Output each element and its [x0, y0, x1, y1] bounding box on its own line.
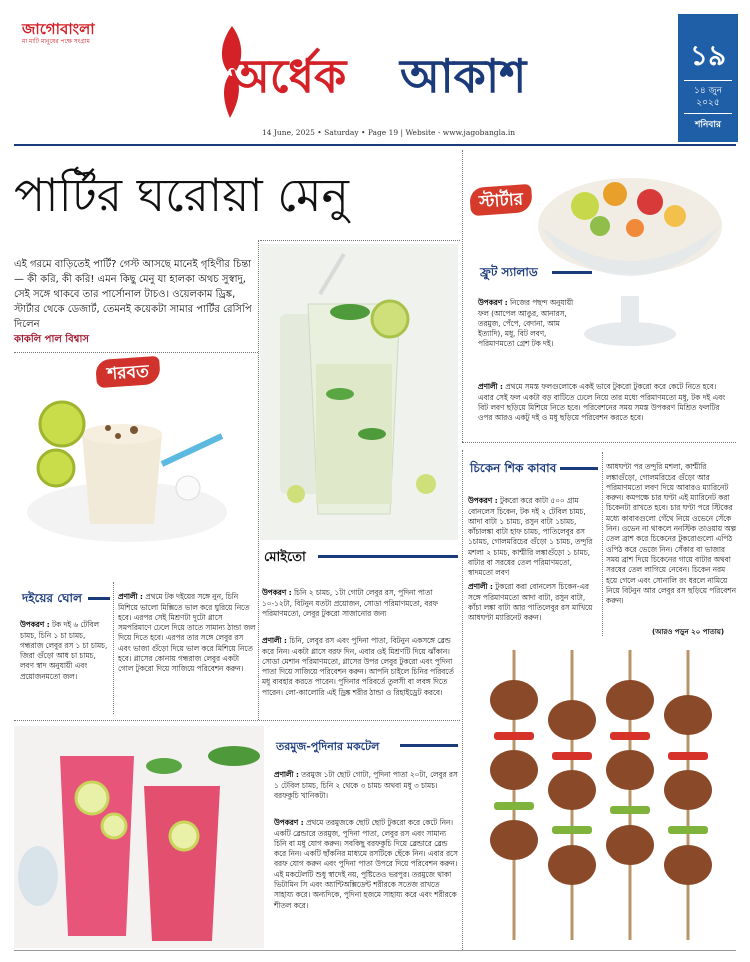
doi-ghol-method: প্রণালী : প্রথমে টক দইয়ের সঙ্গে নুন, চিনি মিশিয়ে ভালো মিক্সিতে ভাল করে ঘুরিয়ে নিতে হবে। এরপর সেই মিশ্রণটা দুটো গ্লাসে সমপরিমাণে ঢেলে দিয়ে তাতে সামান্য ঠান্ডা জল দিয়ে দিতে হবে। এরপর তার সঙ্গে লেবুর রস এবং ভাজা গুঁড়ো দিয়ে ভাল করে মিশিয়ে নিতে হবে। গ্লাসের কোনায় গন্ধরাজ লেবুর একটা গোল টুকরো দিয়ে সাজিয়ে পরিবেশন করুন।	[118, 592, 256, 674]
title-underline	[400, 744, 458, 747]
doi-ghol-photo	[22, 394, 232, 544]
chicken-kabab-photo	[472, 640, 736, 946]
author-name: কাকলি পাল বিশ্বাস	[14, 334, 89, 345]
bottom-rule	[14, 950, 736, 951]
mojito-method: প্রণালী : চিনি, লেবুর রস এবং পুদিনা পাতা, বিটনুন একসঙ্গে ব্লেন্ড করে নিন। একটা গ্লাসে বরফ দিন, এবার ওই মিশ্রণটি দিয়ে ঝাঁকান। সোডা মেশান পরিমাণমতো, গ্লাসের উপর লেবুর টুকরো এবং পুদিনা পাতা দিয়ে সাজিয়ে পরিবেশন করুন। আপনি চাইলে চিনির পরিবর্তে মধু ব্যবহার করতে পারেন। পুদিনার পরিবর্তে তুলসী বা লবঙ্গ দিতে পারেন। লো-ক্যালোরি এই ড্রিঙ্ক শরীর ঠান্ডা ও রিহাইড্রেট করবে।	[262, 636, 454, 697]
day-bn: শনিবার	[695, 120, 721, 130]
watermelon-ingredients-long: উপকরণ : প্রথমে তরমুজকে ছোট ছোট টুকরো করে কেটে নিন। একটি ব্লেন্ডারে তরমুজ, পুদিনা পাতা, লেবুর রস এবং সামান্য চিনি বা মধু যোগ করুন। সবকিছু বরফকুচি দিয়ে ব্লেন্ডারে ব্লেন্ড করে নিন। একটি ছাঁকনির মাধ্যমে রসটিকে ছেঁকে নিন। এবার রসে বরফ যোগ করুন এবং পুদিনা পাতা উপরে দিয়ে পরিবেশন করুন। এই মকটেলটি শুধু স্বাদেই নয়, পুষ্টিতেও ভরপুর। তরমুজে থাকা ভিটামিন সি এবং অ্যান্টিঅক্সিডেন্ট শরীরকে সতেজ রাখতে সাহায্য করে। অন্যদিকে, পুদিনা হজমে সাহায্য করে এবং শরীরকে শীতল করে।	[274, 818, 458, 910]
continued-note: (আরও পড়ুন ২০ পাতায়)	[652, 628, 725, 636]
watermelon-mocktail-photo	[14, 726, 264, 948]
doi-ghol-ingredients: উপকরণ : টক দই ৬ টেবিল চামচ, চিনি ১ চা চামচ, গন্ধরাজ লেবুর রস ১ চা চামচ, জিরা গুঁড়ো আধ চা চামচ, লবণ স্বাদ অনুযায়ী এবং প্রয়োজনমতো জল।	[20, 620, 108, 681]
fruit-salad-method: প্রণালী : প্রথমে সমস্ত ফলগুলোকে একই ভাবে টুকরো টুকরো করে কেটে নিতে হবে। এবার সেই ফল একটা বড় বাটিতে ঢেলে নিয়ে তার মধ্যে পরিমাণমতো মধু, টক দই এবং বিট লবণ ছড়িয়ে মিশিয়ে নিতে হবে। পরিবেশনের সময় সমস্ত উপকরণ মিশ্রিত ফলটির ওপর আরও একটু দই ও মধু ছড়িয়ে পরিবেশন করতে হবে।	[478, 382, 726, 423]
mojito-photo	[260, 244, 458, 540]
brand-logo	[22, 20, 132, 54]
title-underline	[88, 597, 110, 600]
page-number: ১৯	[689, 39, 727, 72]
masthead-title	[190, 22, 610, 122]
chicken-method: প্রণালী : টুকরো করা বোনলেস চিকেন-এর সঙ্গে পরিমাণমতো আদা বাটা, রসুন বাটা, কাঁচা লঙ্কা বাটা আর পাতিলেবুর রস মাখিয়ে আধঘণ্টা ম্যারিনেট করুন।	[468, 582, 593, 623]
chicken-title: চিকেন শিক কাবাব	[470, 461, 557, 475]
title-underline	[552, 271, 592, 274]
watermelon-title: তরমুজ-পুদিনার মকটেল	[276, 740, 380, 753]
masthead-divider	[14, 144, 736, 146]
section-badge-starter: স্টার্টার	[469, 184, 533, 216]
watermelon-method-short: প্রণালী : তরমুজ ১টা ছোট গোটা, পুদিনা পাতা ২০টা, লেবুর রস ১ টেবিল চামচ, চিনি ২ থেকে ৩ চামচ অথবা মধু ৩ চামচ। বরফকুচি খানিকটা।	[274, 770, 458, 800]
intro-text: এই গরমে বাড়িতেই পার্টি? গেস্ট আসছে মানেই গৃহিণীর চিন্তা— কী করি, কী করি! এমন কিছু মেনু যা হালকা অথচ সুস্বাদু, সেই সঙ্গে থাকবে তার পার্সোনাল টাচও। ওয়েলকাম ড্রিঙ্ক, স্টার্টার থেকে ডেজার্ট, তেমনই কয়েকটা সামার পার্টির রেসিপি দিলেন কাকলি পাল বিশ্বাস	[14, 259, 252, 345]
title-underline	[318, 555, 458, 558]
chicken-method-cont: আধঘণ্টা পর তন্দুরি মশলা, কাশ্মীরি লঙ্কাগুঁড়ো, গোলমরিচের গুঁড়ো আর পরিমাণমতো লবণ দিয়ে আবারও ম্যারিনেট করুন। কমপক্ষে চার ঘণ্টা এই ম্যারিনেট করা চিকেনটা রাখতে হবে। চার ঘণ্টা পরে স্টিকের মধ্যে কাবাবগুলো গেঁথে নিয়ে ওভেনে সেঁকে নিন। ওভেন না থাকলে ননস্টিক তাওয়ায় অল্প তেল ব্রাশ করে চিকেনের টুকরোগুলো এপিঠ ওপিঠ করে ভেজে নিন। সেঁকার বা ভাজার সময় ব্রাশ দিয়ে চিকেনের গায়ে বাটার অথবা সরষের তেল লাগিয়ে নেবেন। চিকেন নরম হয়ে গেলে এবং সোনালি রং ধরলে নামিয়ে নিয়ে বিটনুন আর লেবুর রস ছড়িয়ে পরিবেশন করুন।	[606, 462, 736, 606]
doi-ghol-title: দইয়ের ঘোল	[22, 591, 82, 605]
divider	[14, 720, 460, 721]
masthead-title-part1: অর্ধেক	[230, 49, 347, 103]
mojito-title: মোইতো	[264, 550, 306, 565]
divider	[258, 240, 259, 720]
headline: পার্টির ঘরোয়া মেনু	[14, 168, 349, 222]
divider	[260, 240, 460, 241]
date-box	[678, 14, 738, 142]
dateline: 14 June, 2025 • Saturday • Page 19 | Website - www.jagobangla.in	[262, 128, 516, 137]
section-badge-sharbat: শরবত	[95, 356, 161, 388]
divider	[113, 582, 114, 714]
divider	[462, 150, 463, 442]
divider	[462, 442, 736, 443]
masthead-title-part2: আকাশ	[400, 49, 527, 103]
chicken-ingredients: উপকরণ : টুকরো করে কাটা ৫০০ গ্রাম বোনলেস চিকেন, টক দই ২ টেবিল চামচ, আদা বাটা ১ চামচ, রসুন বাটা ১চামচ, কাঁচালঙ্কা বাটা হাফ চামচ, পাতিলেবুর রস ১চামচ, গোলমরিচের গুঁড়ো ১ চামচ, তন্দুরি মশলা ২ চামচ, কাশ্মীরি লঙ্কাগুঁড়ো ১ চামচ, বাটার বা সরষের তেল পরিমাণমতো, স্বাদমতো লবণ	[468, 496, 593, 578]
date-bn: ১৪ জুন ২০২৫	[694, 86, 722, 108]
brand-tagline: মা মাটি মানুষের পক্ষে সংগ্রাম	[22, 38, 90, 45]
title-underline	[560, 467, 598, 470]
mojito-ingredients: উপকরণ : চিনি ২ চামচ, ১টা গোটা লেবুর রস, পুদিনা পাতা ১০-১২টা, বিটনুন যতটা প্রয়োজন, সোডা পরিমাণমতো, বরফ পরিমাণমতো, লেবুর টুকরো সাজানোর জন্য	[262, 588, 438, 618]
fruit-salad-title: ফ্রুট স্যালাড	[480, 265, 538, 279]
fruit-salad-ingredients: উপকরণ : নিজের পছন্দ অনুযায়ী ফল (আপেল আঙুর, আনারস, তরমুজ, পেঁপে, বেদানা, আম ইত্যাদি), মধু, বিট লবণ, পরিমাণমতো গ্রেশ টক দই।	[478, 298, 574, 349]
divider	[14, 352, 258, 353]
divider	[602, 452, 603, 636]
brand-name: জাগোবাংলা	[22, 20, 95, 38]
divider	[462, 450, 463, 950]
